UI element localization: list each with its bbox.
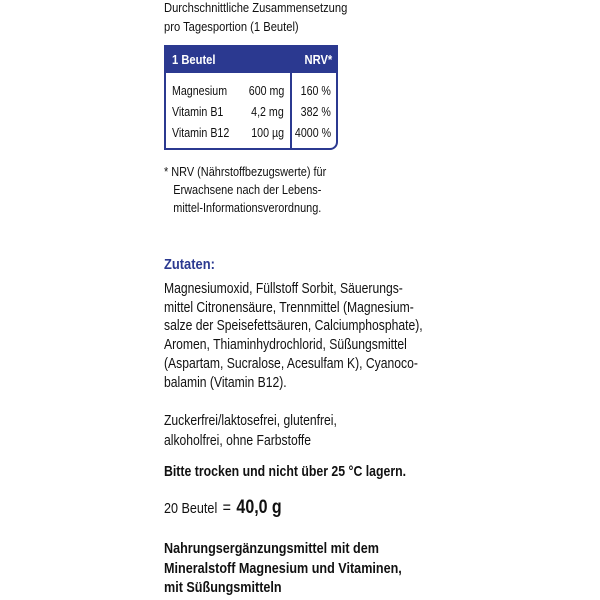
nutrition-table-header bbox=[166, 47, 336, 73]
nutrition-table bbox=[164, 45, 338, 150]
product-description bbox=[164, 539, 402, 598]
composition-intro bbox=[164, 0, 347, 36]
ingredients-line: salze der Speisefettsäuren, Calciumphosphate), bbox=[164, 317, 423, 335]
nutrient-nrv: 382 % bbox=[300, 104, 331, 119]
net-content-equals: = bbox=[222, 498, 232, 517]
footnote-line: Erwachsene nach der Lebens- bbox=[173, 182, 322, 197]
net-content-value: 40,0 g bbox=[236, 497, 282, 518]
nutrient-amount: 600 mg bbox=[248, 83, 284, 98]
composition-intro-line: pro Tagesportion (1 Beutel) bbox=[164, 19, 299, 34]
footnote-line: * NRV (Nährstoffbezugswerte) für bbox=[164, 164, 327, 179]
net-content-label: 20 Beutel bbox=[164, 500, 218, 517]
composition-intro-line: Durchschnittliche Zusammensetzung bbox=[164, 0, 348, 15]
nutrient-amount: 100 µg bbox=[251, 125, 284, 140]
nutrient-name: Magnesium bbox=[172, 83, 228, 98]
header-portion-label: 1 Beutel bbox=[172, 52, 216, 67]
storage-instruction: Bitte trocken und nicht über 25 °C lagern. bbox=[164, 463, 407, 480]
ingredients-text bbox=[164, 280, 423, 392]
nrv-footnote bbox=[164, 163, 326, 217]
ingredients-line: mittel Citronensäure, Trennmittel (Magnesium- bbox=[164, 298, 414, 316]
nutrient-amount: 4,2 mg bbox=[251, 104, 284, 119]
header-nrv-label: NRV* bbox=[304, 52, 332, 67]
nutrient-name: Vitamin B12 bbox=[172, 125, 230, 140]
table-row bbox=[166, 83, 336, 103]
free-from-line: Zuckerfrei/laktosefrei, glutenfrei, bbox=[164, 412, 337, 429]
free-from-line: alkoholfrei, ohne Farbstoffe bbox=[164, 432, 312, 449]
nutrient-nrv: 160 % bbox=[300, 83, 331, 98]
footnote-line: mittel-Informationsverordnung. bbox=[173, 200, 322, 215]
free-from-claims bbox=[164, 411, 337, 451]
ingredients-line: Magnesiumoxid, Füllstoff Sorbit, Säuerungs- bbox=[164, 280, 403, 297]
net-content bbox=[164, 497, 282, 519]
product-description-line: mit Süßungsmitteln bbox=[164, 579, 282, 596]
nutrient-nrv: 4000 % bbox=[294, 125, 331, 140]
product-description-line: Mineralstoff Magnesium und Vitaminen, bbox=[164, 559, 402, 577]
ingredients-line: Aromen, Thiaminhydrochlorid, Süßungsmittel bbox=[164, 336, 407, 354]
ingredients-line: balamin (Vitamin B12). bbox=[164, 373, 287, 391]
ingredients-heading: Zutaten: bbox=[164, 256, 215, 273]
ingredients-line: (Aspartam, Sucralose, Acesulfam K), Cyanoco- bbox=[164, 354, 418, 372]
table-row bbox=[166, 104, 336, 124]
nutrient-name: Vitamin B1 bbox=[172, 104, 224, 119]
table-row bbox=[166, 125, 336, 145]
product-label bbox=[164, 0, 464, 600]
product-description-line: Nahrungsergänzungsmittel mit dem bbox=[164, 540, 379, 557]
